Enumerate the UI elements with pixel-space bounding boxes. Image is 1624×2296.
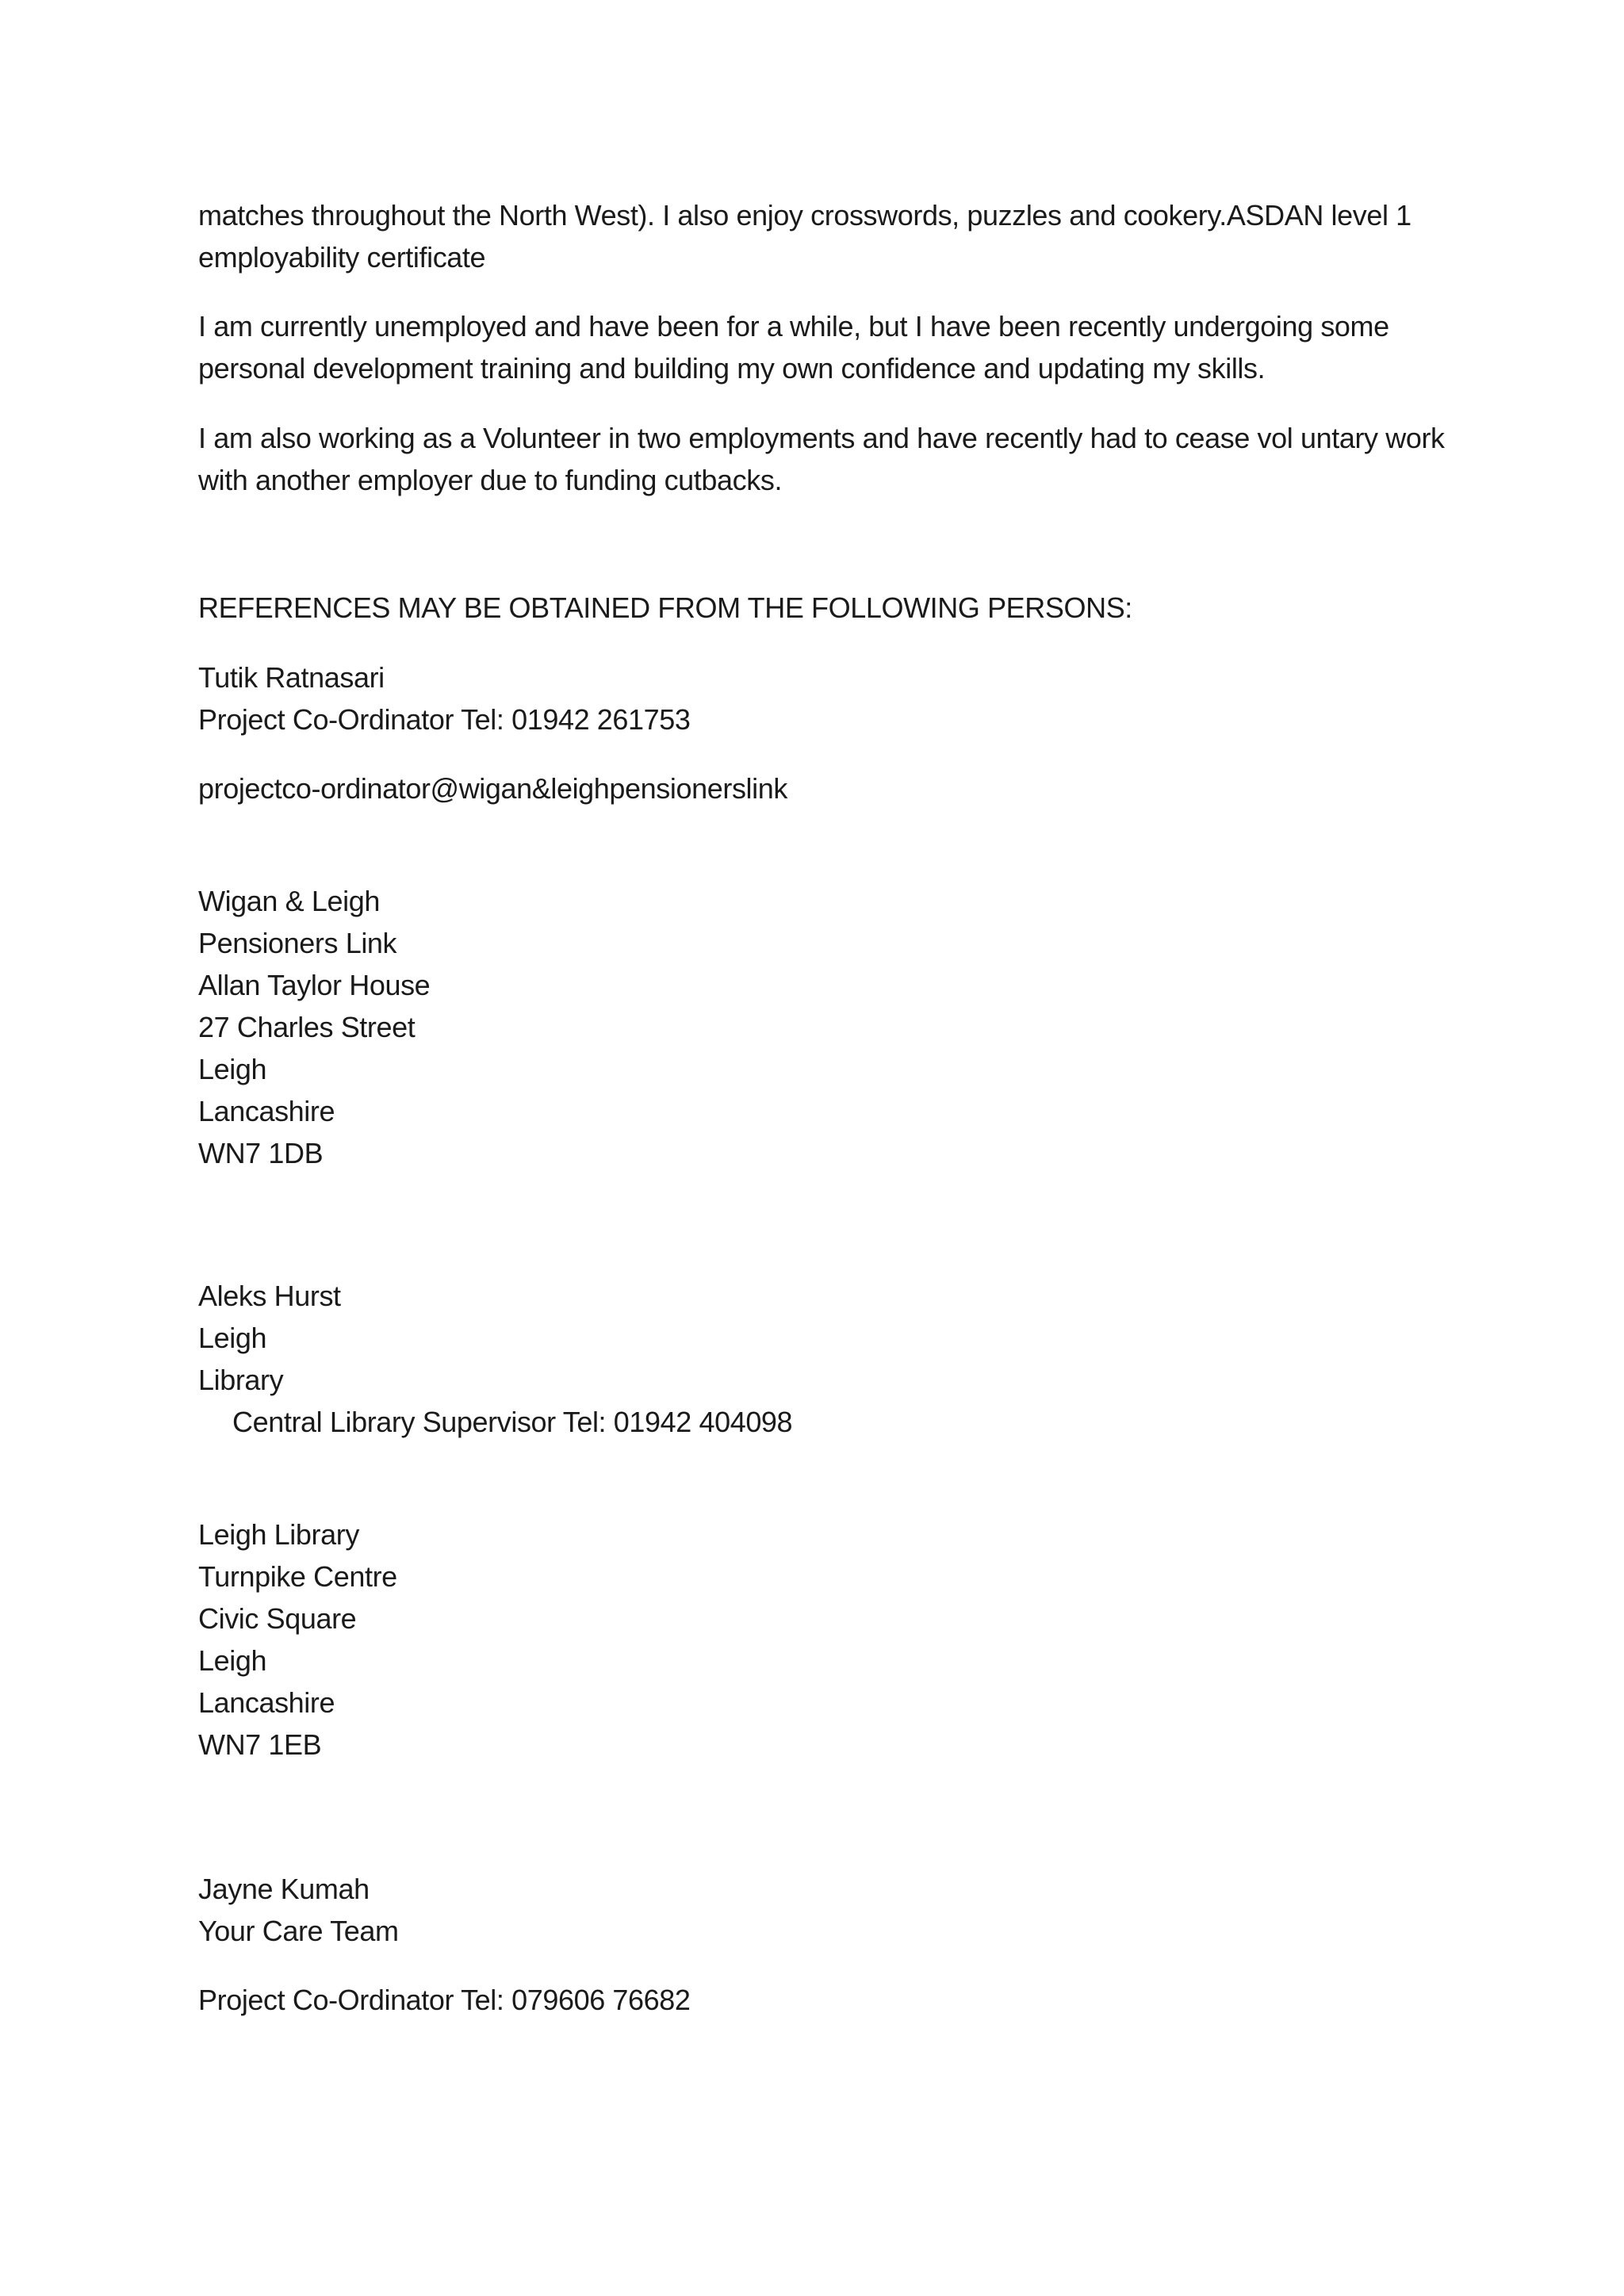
reference-3-org: Your Care Team: [198, 1915, 399, 1947]
reference-2-address-line: Leigh: [198, 1644, 267, 1677]
reference-2-line-3: Library: [198, 1364, 284, 1396]
reference-1-address-line: Pensioners Link: [198, 927, 397, 959]
paragraph-3-line-2: with another employer due to funding cutbacks.: [198, 464, 783, 496]
reference-1-address-line: 27 Charles Street: [198, 1011, 416, 1043]
reference-2-address-line: Lancashire: [198, 1686, 335, 1719]
reference-1-role-tel: Project Co-Ordinator Tel: 01942 261753: [198, 703, 691, 736]
paragraph-1-line-1: matches throughout the North West). I also enjoy crosswords, puzzles and cookery.ASDAN level 1: [198, 199, 1411, 232]
reference-1-address-line: Lancashire: [198, 1095, 335, 1127]
reference-2-address-line: Turnpike Centre: [198, 1560, 397, 1593]
reference-1-address-line: Leigh: [198, 1053, 267, 1085]
reference-1-email: projectco-ordinator@wigan&leighpensionerslink: [198, 772, 787, 805]
paragraph-3-line-1: I am also working as a Volunteer in two employments and have recently had to cease vol untary work: [198, 422, 1445, 454]
reference-2-role-tel: Central Library Supervisor Tel: 01942 404098: [232, 1406, 793, 1438]
reference-1-address-line: Allan Taylor House: [198, 969, 431, 1001]
reference-2-name: Aleks Hurst: [198, 1280, 341, 1312]
references-heading: REFERENCES MAY BE OBTAINED FROM THE FOLLOWING PERSONS:: [198, 591, 1132, 624]
reference-1-address-line: Wigan & Leigh: [198, 885, 380, 917]
reference-2-address-line: Leigh Library: [198, 1518, 359, 1551]
reference-1-name: Tutik Ratnasari: [198, 661, 385, 694]
reference-2-address-line: WN7 1EB: [198, 1728, 322, 1761]
reference-2-line-2: Leigh: [198, 1322, 267, 1354]
reference-2-address-line: Civic Square: [198, 1602, 357, 1635]
reference-1-address-line: WN7 1DB: [198, 1137, 324, 1169]
paragraph-1-line-2: employability certificate: [198, 241, 486, 274]
paragraph-2-line-2: personal development training and building my own confidence and updating my skills.: [198, 352, 1266, 385]
paragraph-2-line-1: I am currently unemployed and have been for a while, but I have been recently undergoing some: [198, 310, 1389, 342]
reference-3-role-tel: Project Co-Ordinator Tel: 079606 76682: [198, 1984, 691, 2016]
reference-3-name: Jayne Kumah: [198, 1873, 370, 1905]
